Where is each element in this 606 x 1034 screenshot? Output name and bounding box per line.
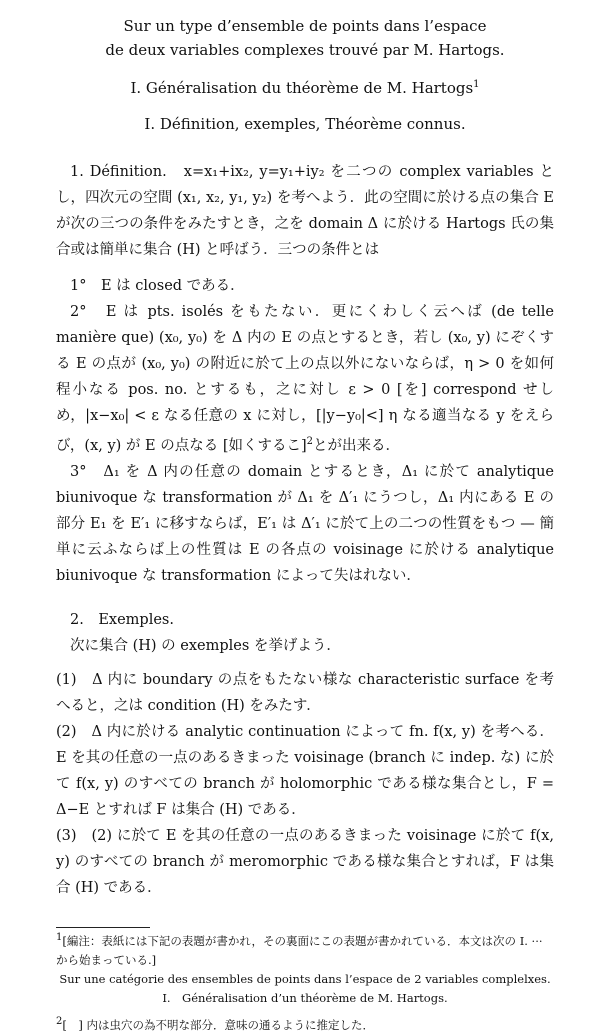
footnote-2 [56, 1012, 554, 1034]
condition-2-end: とが出来る． [313, 437, 401, 454]
footnote-ref-1[interactable]: 1 [473, 79, 480, 90]
footnote-1 [56, 928, 554, 970]
footnote-2-mark: 2 [56, 1015, 63, 1027]
footnote-ref-2[interactable]: 2 [306, 436, 314, 447]
footnote-1-mark: 1 [56, 931, 63, 943]
condition-1: 1° E は closed である． [70, 278, 245, 294]
footnote-2-text: [ ] 内は虫穴の為不明な部分．意味の通るように推定した． [62, 1017, 375, 1032]
example-1: (1) Δ 内に boundary の点をもたない様な characteristic surface を考へると，之は condition (H) をみたす． [56, 671, 554, 714]
example-3: (3) (2) に於て E を其の任意の一点のあるきまった voisinage に於て f(x, y) のすべての branch が meromorphic である様な集合とすれば，F は集合 (H) である． [56, 827, 554, 896]
footnote-1-text: [編注：表紙には下記の表題が書かれ，その裏面にこの表題が書かれている．本文は次の I. ··· から始まっている.] [56, 933, 543, 967]
definition-paragraph: 1. Définition. x=x₁+ix₂, y=y₁+iy₂ を二つの complex variables とし，四次元の空間 (x₁, x₂, y₁, y₂) を考へよう．此の空間に於ける点の集合 E が次の三つの条件をみたすとき，之を domain Δ に於ける Hartogs 氏の集合或は簡単に集合 (H) と呼ばう．三つの条件とは [56, 164, 554, 258]
subsection-heading: I. Définition, exemples, Théorème connus. [144, 115, 466, 133]
example-2: (2) Δ 内に於ける analytic continuation によって fn. f(x, y) を考へる．E を其の任意の一点のあるきまった voisinage (branch に indep. な) に於て f(x, y) のすべての branch が holomorphic である様な集合とし，F = Δ−E とすれば F は集合 (H) である． [56, 723, 554, 818]
condition-3: 3° Δ₁ を Δ 内の任意の domain とするとき，Δ₁ に於て analytique biunivoque な transformation が Δ₁ を Δ′₁ にうつし，Δ₁ 内にある E の部分 E₁ を E′₁ に移すならば，E′₁ は Δ′₁ に於て上の二つの性質をもつ — 簡単に云ふならば上の性質は E の各点の voisinage に於ける analytique biunivoque な transformation によって失はれない． [56, 463, 554, 584]
footnote-1-french-title: Sur une catégorie des ensembles de points dans l’espace de 2 variables complelxes. [59, 971, 551, 986]
paper-title-line-1: Sur un type d’ensemble de points dans l’espace [123, 17, 487, 35]
paper-title-line-2: de deux variables complexes trouvé par M. Hartogs. [105, 41, 505, 59]
examples-heading: 2. Exemples. [70, 611, 174, 628]
section-heading [56, 74, 554, 99]
examples-intro: 次に集合 (H) の exemples を挙げよう． [70, 637, 341, 654]
condition-2-text: 2° E は pts. isolés をもたない．更にくわしく云へば (de telle manière que) (x₀, y₀) を Δ 内の E の点とするとき，若し (x₀, y) にぞくする E の点が (x₀, y₀) の附近に於て上の点以外にないならば，η > 0 を如何程小なる pos. no. とするも，之に対し ε > 0 [を] correspond せしめ，|x−x₀| < ε なる任意の x に対し，[|y−y₀|<] η なる適当なる y をえらび，(x, y) が E の点なる [如くするこ] [56, 304, 554, 454]
section-heading-text: I. Généralisation du théorème de M. Hartogs [130, 79, 474, 97]
footnote-1-french-subtitle: I. Généralisation d’un théorème de M. Hartogs. [162, 990, 448, 1005]
condition-2 [56, 299, 554, 459]
